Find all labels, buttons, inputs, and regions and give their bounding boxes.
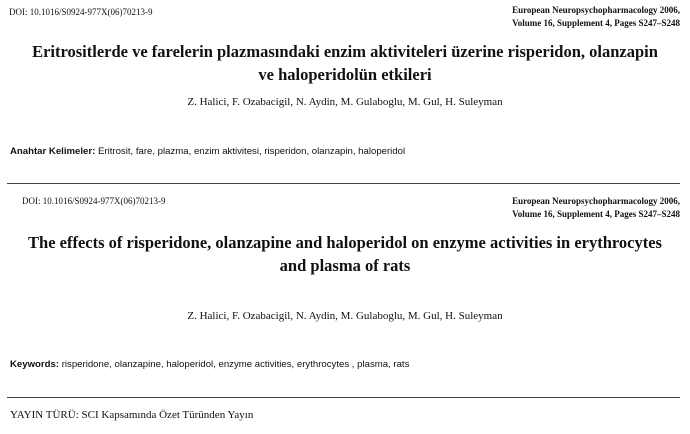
doi-turkish: DOI: 10.1016/S0924-977X(06)70213-9 [9, 7, 153, 17]
title-english-line-1: The effects of risperidone, olanzapine and haloperidol on enzyme activities in erythrocytes [28, 233, 662, 252]
title-english-line-2: and plasma of rats [279, 256, 411, 275]
journal-citation-turkish [512, 4, 680, 30]
keywords-label-turkish: Anahtar Kelimeler: [10, 146, 96, 157]
journal-line-2: Volume 16, Supplement 4, Pages S247–S248 [512, 209, 680, 219]
journal-line-1: European Neuropsychopharmacology 2006, [512, 5, 680, 15]
publication-type: YAYIN TÜRÜ: SCI Kapsamında Özet Türünden Yayın [10, 409, 254, 421]
doi-english: DOI: 10.1016/S0924-977X(06)70213-9 [22, 196, 166, 206]
title-turkish [0, 40, 690, 86]
journal-line-1: European Neuropsychopharmacology 2006, [512, 196, 680, 206]
divider-top [7, 183, 680, 184]
authors-english: Z. Halici, F. Ozabacigil, N. Aydin, M. Gulaboglu, M. Gul, H. Suleyman [187, 310, 503, 322]
title-turkish-line-1: Eritrositlerde ve farelerin plazmasındaki enzim aktiviteleri üzerine risperidon, olanzapin [32, 42, 658, 61]
authors-turkish: Z. Halici, F. Ozabacigil, N. Aydin, M. Gulaboglu, M. Gul, H. Suleyman [187, 96, 503, 108]
journal-line-2: Volume 16, Supplement 4, Pages S247–S248 [512, 18, 680, 28]
title-english [0, 231, 690, 277]
keywords-turkish [10, 146, 405, 157]
title-turkish-line-2: ve haloperidolün etkileri [258, 65, 432, 84]
keywords-label-english: Keywords: [10, 359, 60, 370]
keywords-text-english: risperidone, olanzapine, haloperidol, enzyme activities, erythrocytes , plasma, rats [59, 359, 410, 370]
keywords-english [10, 359, 409, 370]
journal-citation-english [512, 195, 680, 221]
divider-bottom [7, 397, 680, 398]
keywords-text-turkish: Eritrosit, fare, plazma, enzim aktivitesi, risperidon, olanzapin, haloperidol [95, 146, 406, 157]
